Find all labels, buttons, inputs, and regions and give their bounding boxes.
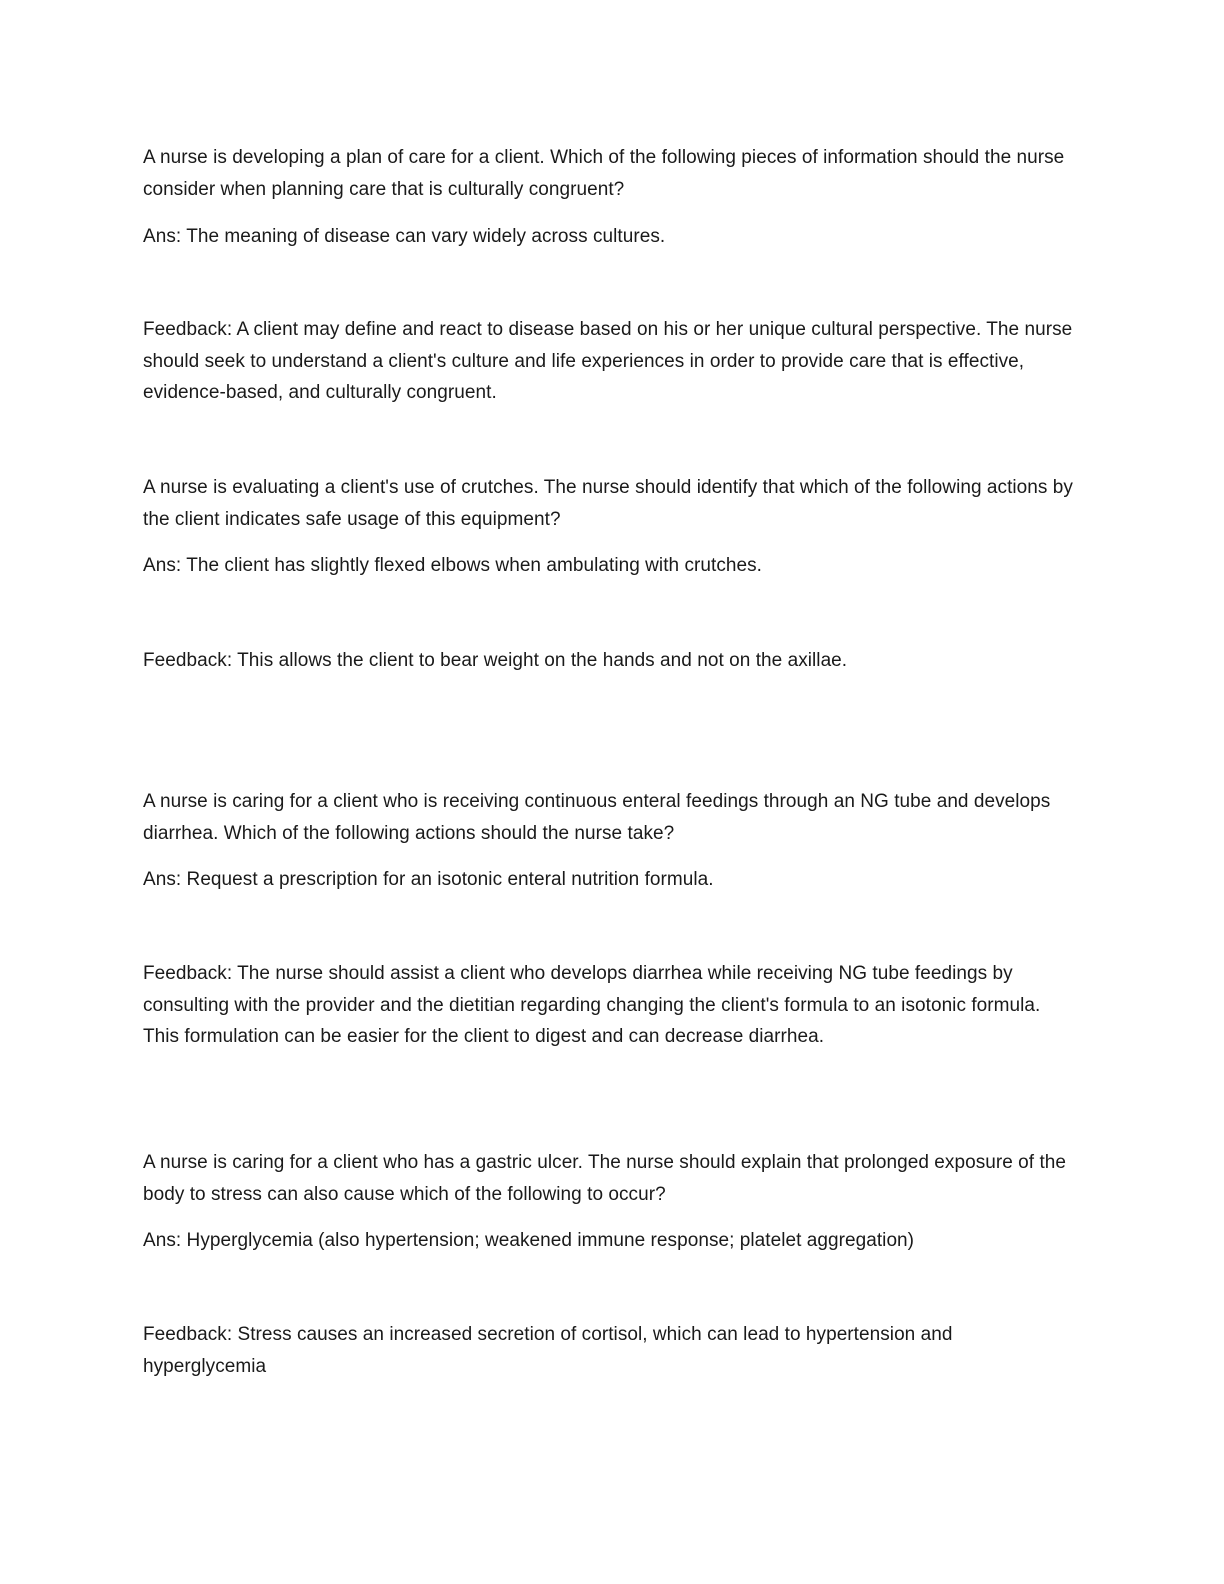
feedback-2: Feedback: This allows the client to bear weight on the hands and not on the axillae. bbox=[143, 650, 848, 671]
question-2: A nurse is evaluating a client's use of crutches. The nurse should identify that which of the following actions by the client indicates safe usage of this equipment? bbox=[143, 477, 1073, 530]
answer-3: Ans: Request a prescription for an isotonic enteral nutrition formula. bbox=[143, 869, 714, 890]
answer-4: Ans: Hyperglycemia (also hypertension; weakened immune response; platelet aggregation) bbox=[143, 1230, 915, 1251]
feedback-3: Feedback: The nurse should assist a client who develops diarrhea while receiving NG tube feedings by consulting with the provider and the dietitian regarding changing the client's formula to an isotonic formula. This formulation can be easier for the client to digest and can decrease diarrhea. bbox=[143, 963, 1041, 1047]
answer-2: Ans: The client has slightly flexed elbows when ambulating with crutches. bbox=[143, 555, 763, 576]
feedback-4: Feedback: Stress causes an increased secretion of cortisol, which can lead to hypertension and hyperglycemia bbox=[143, 1324, 953, 1377]
question-1: A nurse is developing a plan of care for a client. Which of the following pieces of information should the nurse consider when planning care that is culturally congruent? bbox=[143, 147, 1065, 200]
answer-1: Ans: The meaning of disease can vary widely across cultures. bbox=[143, 226, 666, 247]
question-3: A nurse is caring for a client who is receiving continuous enteral feedings through an NG tube and develops diarrhea. Which of the following actions should the nurse take? bbox=[143, 791, 1051, 844]
feedback-1: Feedback: A client may define and react to disease based on his or her unique cultural perspective. The nurse should seek to understand a client's culture and life experiences in order to provide care that is effective, evidence-based, and culturally congruent. bbox=[143, 319, 1073, 403]
question-4: A nurse is caring for a client who has a gastric ulcer. The nurse should explain that prolonged exposure of the body to stress can also cause which of the following to occur? bbox=[143, 1152, 1067, 1205]
